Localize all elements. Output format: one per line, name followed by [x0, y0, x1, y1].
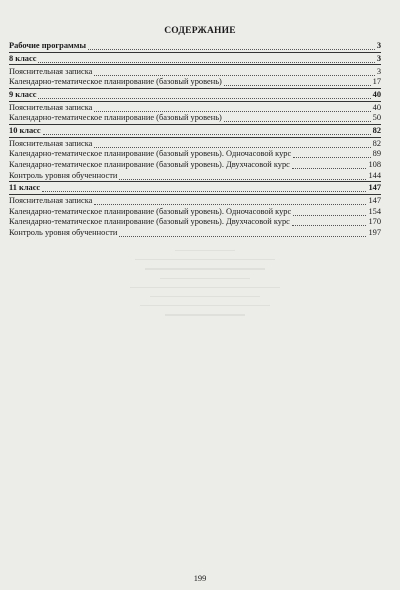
- toc-entry-page: 3: [376, 66, 381, 76]
- toc-entry-label: Пояснительная записка: [9, 102, 93, 112]
- toc-entry-label: Календарно-тематическое планирование (базовый уровень). Двухчасовой курс: [9, 217, 290, 227]
- toc-entry-label: Пояснительная записка: [9, 196, 93, 206]
- toc-entry-label: Календарно-тематическое планирование (базовый уровень). Одночасовой курс: [9, 149, 292, 159]
- toc-entry-page: 17: [372, 77, 381, 87]
- toc-entry: [9, 217, 381, 228]
- toc-dot-leader: [43, 134, 371, 135]
- toc-dot-leader: [119, 179, 366, 180]
- toc-entry-page: 3: [376, 53, 381, 63]
- table-of-contents: [9, 41, 381, 239]
- toc-entry-page: 147: [368, 183, 381, 193]
- toc-entry-label: Пояснительная записка: [9, 138, 93, 148]
- toc-entry-label: Рабочие программы: [9, 41, 86, 50]
- toc-entry: [9, 126, 381, 138]
- toc-entry-page: 89: [372, 149, 381, 159]
- toc-entry: [9, 90, 381, 102]
- toc-entry-page: 40: [372, 102, 381, 112]
- toc-dot-leader: [293, 215, 366, 216]
- toc-entry: [9, 113, 381, 125]
- toc-dot-leader: [293, 157, 371, 158]
- toc-entry-page: 170: [368, 217, 381, 227]
- toc-entry-page: 82: [372, 138, 381, 148]
- toc-entry: [9, 171, 381, 183]
- toc-entry-label: Контроль уровня обученности: [9, 170, 118, 180]
- toc-entry-label: 8 класс: [9, 53, 37, 63]
- toc-dot-leader: [94, 75, 375, 76]
- toc-entry: [9, 196, 381, 207]
- toc-entry: [9, 41, 381, 53]
- toc-dot-leader: [94, 204, 366, 205]
- toc-dot-leader: [224, 85, 371, 86]
- toc-dot-leader: [38, 62, 375, 63]
- toc-dot-leader: [94, 111, 371, 112]
- toc-entry: [9, 183, 381, 195]
- toc-entry-label: 9 класс: [9, 89, 37, 99]
- toc-entry: [9, 103, 381, 114]
- toc-entry-page: 40: [372, 89, 381, 99]
- toc-dot-leader: [94, 147, 371, 148]
- toc-entry-page: 197: [368, 228, 381, 237]
- page-number: 199: [193, 574, 207, 583]
- toc-entry: [9, 207, 381, 218]
- toc-entry-label: Календарно-тематическое планирование (базовый уровень). Одночасовой курс: [9, 206, 292, 216]
- toc-entry: [9, 149, 381, 160]
- toc-entry-page: 154: [368, 206, 381, 216]
- toc-dot-leader: [292, 168, 366, 169]
- toc-entry-page: 50: [372, 113, 381, 123]
- toc-entry-label: 11 класс: [9, 183, 41, 193]
- toc-entry-page: 3: [376, 41, 381, 50]
- toc-entry-label: 10 класс: [9, 126, 41, 136]
- toc-entry-label: Контроль уровня обученности: [9, 228, 118, 237]
- toc-entry: [9, 77, 381, 89]
- toc-dot-leader: [292, 225, 366, 226]
- toc-entry-label: Календарно-тематическое планирование (базовый уровень). Двухчасовой курс: [9, 160, 290, 170]
- toc-entry-page: 108: [368, 160, 381, 170]
- toc-entry: [9, 67, 381, 78]
- toc-entry: [9, 160, 381, 171]
- toc-entry: [9, 228, 381, 239]
- toc-entry-page: 144: [368, 170, 381, 180]
- toc-entry-label: Календарно-тематическое планирование (базовый уровень): [9, 113, 222, 123]
- toc-dot-leader: [88, 49, 375, 50]
- toc-dot-leader: [224, 121, 371, 122]
- bleed-through-text: [120, 250, 290, 400]
- toc-entry: [9, 54, 381, 66]
- toc-entry: [9, 139, 381, 150]
- toc-entry-page: 82: [372, 126, 381, 136]
- toc-dot-leader: [42, 191, 366, 192]
- toc-dot-leader: [38, 98, 371, 99]
- toc-entry-label: Календарно-тематическое планирование (базовый уровень): [9, 77, 222, 87]
- page-title: СОДЕРЖАНИЕ: [164, 26, 236, 36]
- toc-dot-leader: [119, 236, 366, 237]
- toc-entry-label: Пояснительная записка: [9, 66, 93, 76]
- toc-entry-page: 147: [368, 196, 381, 206]
